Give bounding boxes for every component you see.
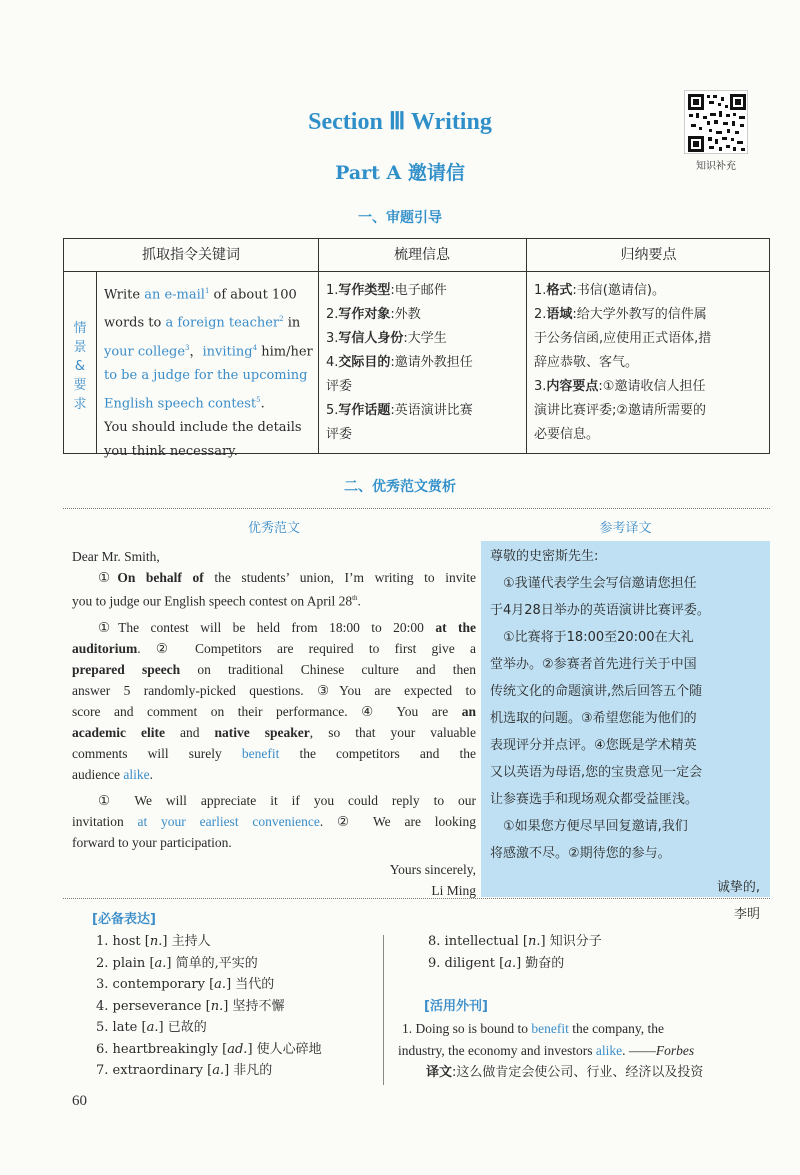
essential-expressions-tag: [必备表达] <box>92 912 156 927</box>
list-item: 7. extraordinary [a.] 非凡的 <box>96 1063 273 1078</box>
review-guide-heading: 一、审题引导 <box>358 210 442 226</box>
translation-label: 参考译文 <box>599 521 652 536</box>
periodical-usage-text: 1. Doing so is bound to benefit the company, the industry, the economy and investors alike. ——Forbes 译文:这么做肯定会使公司、行业、经济以及投资 <box>398 1021 704 1080</box>
page-number: 60 <box>72 1093 87 1109</box>
signature: Li Ming <box>431 882 476 898</box>
list-item: 8. intellectual [n.] 知识分子 <box>428 934 602 949</box>
table-divider <box>318 239 319 453</box>
qr-caption: 知识补充 <box>696 161 736 172</box>
table-divider <box>526 239 527 453</box>
table-header-keywords: 抓取指令关键词 <box>142 247 240 263</box>
list-item: 3. contemporary [a.] 当代的 <box>96 977 275 992</box>
info-list: 1.写作类型:电子邮件 2.写作对象:外教 3.写信人身份:大学生 4.交际目的:邀请外教担任 评委 5.写作话题:英语演讲比赛 评委 <box>326 283 473 442</box>
column-divider <box>383 935 384 1085</box>
qr-code-icon[interactable] <box>684 90 748 154</box>
vocab-list-left <box>96 931 322 1082</box>
list-item: 1. host [n.] 主持人 <box>96 934 211 949</box>
situation-requirement-label: 情 景 & 要 求 <box>73 321 87 412</box>
list-item: 5. late [a.] 已故的 <box>96 1020 207 1035</box>
table-header-info: 梳理信息 <box>394 247 450 263</box>
sample-essay-label: 优秀范文 <box>247 521 300 536</box>
table-divider <box>96 271 97 453</box>
list-item: 2. plain [a.] 简单的,平实的 <box>96 955 258 971</box>
part-title: Part A 邀请信 <box>335 162 465 184</box>
section-title: Section Ⅲ Writing <box>308 109 492 135</box>
closing: Yours sincerely, <box>389 861 476 877</box>
list-item: 9. diligent [a.] 勤奋的 <box>428 955 565 971</box>
prompt-text: Write an e-mail$^1$ of about 100 words to a foreign teacher$^2$ in your college$^3$，inviting$^4$ him/her to be a judge for the upcoming English speech contest$^5$. You should include the details you think necessary. <box>104 287 313 460</box>
translation-closing: 诚挚的, <box>716 880 760 895</box>
periodical-usage-tag: [活用外刊] <box>424 999 488 1014</box>
table-header-points: 归纳要点 <box>620 247 677 263</box>
list-item: 6. heartbreakingly [ad.] 使人心碎地 <box>96 1041 322 1057</box>
list-item: 4. perseverance [n.] 坚持不懈 <box>96 998 285 1014</box>
translation-text: 尊敬的史密斯先生: ①我谨代表学生会写信邀请您担任 于4月28日举办的英语演讲比赛评委。 ①比赛将于18:00至20:00在大礼 堂举办。②参赛者首先进行关于中国 传统文化的命题演讲,然后回答五个随 机选取的问题。③希望您能为他们的 表现评分并点评。④您既是学术精英 又以英语为母语,您的宝贵意见一定会 让参赛选手和现场观众都受益匪浅。 ①如果您方便尽早回复邀请,我们 将感激不尽。②期待您的参与。 诚挚的, 李明 <box>490 543 762 928</box>
translation-signature: 李明 <box>733 907 760 922</box>
key-points-list: 1.格式:书信(邀请信)。 2.语域:给大学外教写的信件属 于公务信函,应使用正式语体,措 辞应恭敬、客气。 3.内容要点:①邀请收信人担任 演讲比赛评委;②邀请所需要的 必要信息。 <box>534 283 712 442</box>
sample-essay-heading: 二、优秀范文赏析 <box>344 479 456 495</box>
salutation: Dear Mr. Smith, <box>72 549 160 564</box>
sample-essay: Dear Mr. Smith, ①On behalf of the students’ union, I’m writing to invite you to judge our English speech contest on April 28th. ①The contest will be held from 18:00 to 20:00 at the auditorium. ② Competitors are required to first give a prepared speech on traditional Chinese culture and then answer 5 randomly-picked questions. ③You are expected to score and comment on their performance. ④ You are an academic elite and native speaker, so that your valuable comments will surely benefit the competitors and the audience alike. ① We will appreciate it if you could reply to our invitation at your earliest convenience. ② We are looking forward to your participation. Yours sincerely, Li Ming <box>72 546 476 901</box>
analysis-table <box>63 238 770 460</box>
dotted-divider <box>63 898 770 899</box>
vocab-list-right <box>428 931 602 974</box>
table-divider <box>64 271 769 272</box>
dotted-divider <box>63 508 770 509</box>
